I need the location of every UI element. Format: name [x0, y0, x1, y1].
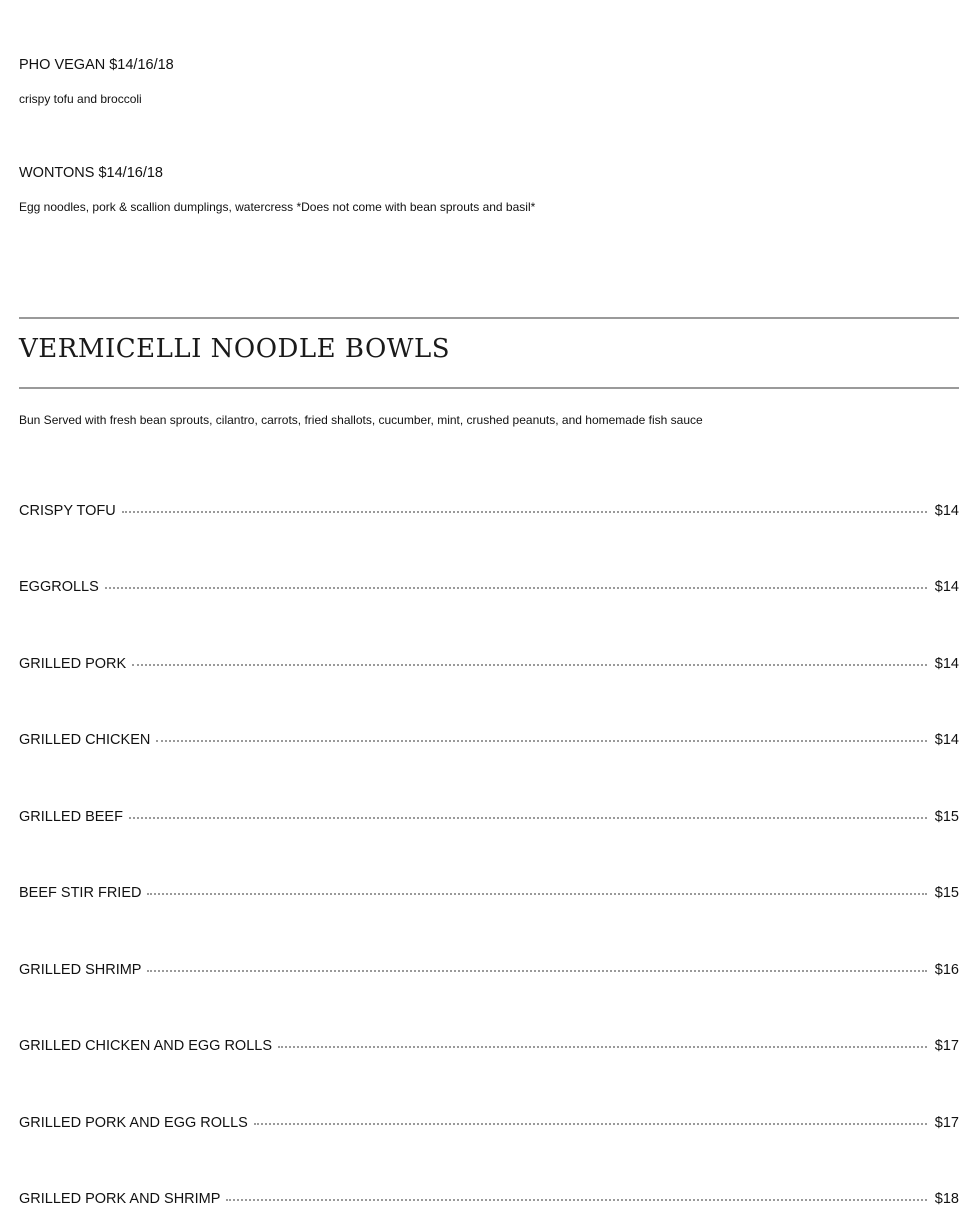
menu-item-row: [19, 579, 959, 595]
menu-item-price: $14: [934, 656, 959, 672]
menu-item-pho-vegan-title: PHO VEGAN $14/16/18: [19, 57, 174, 73]
menu-item-name: GRILLED SHRIMP: [19, 962, 142, 978]
dotted-leader: [147, 970, 926, 972]
dotted-leader: [132, 664, 927, 666]
menu-item-price: $14: [934, 503, 959, 519]
menu-item-row: [19, 809, 959, 825]
dotted-leader: [278, 1046, 927, 1048]
dotted-leader: [122, 511, 927, 513]
section-divider-top: [19, 317, 959, 319]
menu-item-name: GRILLED PORK AND EGG ROLLS: [19, 1115, 248, 1131]
menu-item-row: [19, 1038, 959, 1054]
menu-item-price: $18: [934, 1191, 959, 1207]
menu-item-name: BEEF STIR FRIED: [19, 885, 142, 901]
menu-item-row: [19, 656, 959, 672]
menu-item-price: $16: [934, 962, 959, 978]
menu-item-price: $15: [934, 885, 959, 901]
menu-item-name: GRILLED CHICKEN AND EGG ROLLS: [19, 1038, 273, 1054]
dotted-leader: [147, 893, 926, 895]
dotted-leader: [226, 1199, 926, 1201]
menu-item-name: GRILLED PORK AND SHRIMP: [19, 1191, 221, 1207]
menu-item-name: GRILLED PORK: [19, 656, 127, 672]
menu-item-price: $14: [934, 732, 959, 748]
menu-item-name: GRILLED CHICKEN: [19, 732, 151, 748]
menu-item-price: $15: [934, 809, 959, 825]
dotted-leader: [156, 740, 926, 742]
menu-item-price: $17: [934, 1038, 959, 1054]
menu-item-wontons-description: Egg noodles, pork & scallion dumplings, watercress *Does not come with bean sprouts and basil*: [19, 200, 536, 214]
menu-item-name: CRISPY TOFU: [19, 503, 116, 519]
menu-item-row: [19, 885, 959, 901]
section-title: VERMICELLI NOODLE BOWLS: [19, 334, 451, 364]
section-description: Bun Served with fresh bean sprouts, cilantro, carrots, fried shallots, cucumber, mint, crushed peanuts, and homemade fish sauce: [19, 413, 703, 427]
dotted-leader: [254, 1123, 927, 1125]
section-divider-bottom: [19, 387, 959, 389]
menu-item-name: EGGROLLS: [19, 579, 99, 595]
menu-item-row: [19, 962, 959, 978]
dotted-leader: [129, 817, 927, 819]
menu-item-pho-vegan-description: crispy tofu and broccoli: [19, 92, 142, 106]
menu-item-price: $14: [934, 579, 959, 595]
menu-item-row: [19, 1191, 959, 1207]
dotted-leader: [105, 587, 927, 589]
menu-item-wontons-title: WONTONS $14/16/18: [19, 165, 163, 181]
menu-item-name: GRILLED BEEF: [19, 809, 123, 825]
menu-item-price: $17: [934, 1115, 959, 1131]
menu-item-row: [19, 732, 959, 748]
menu-item-row: [19, 1115, 959, 1131]
menu-item-row: [19, 503, 959, 519]
